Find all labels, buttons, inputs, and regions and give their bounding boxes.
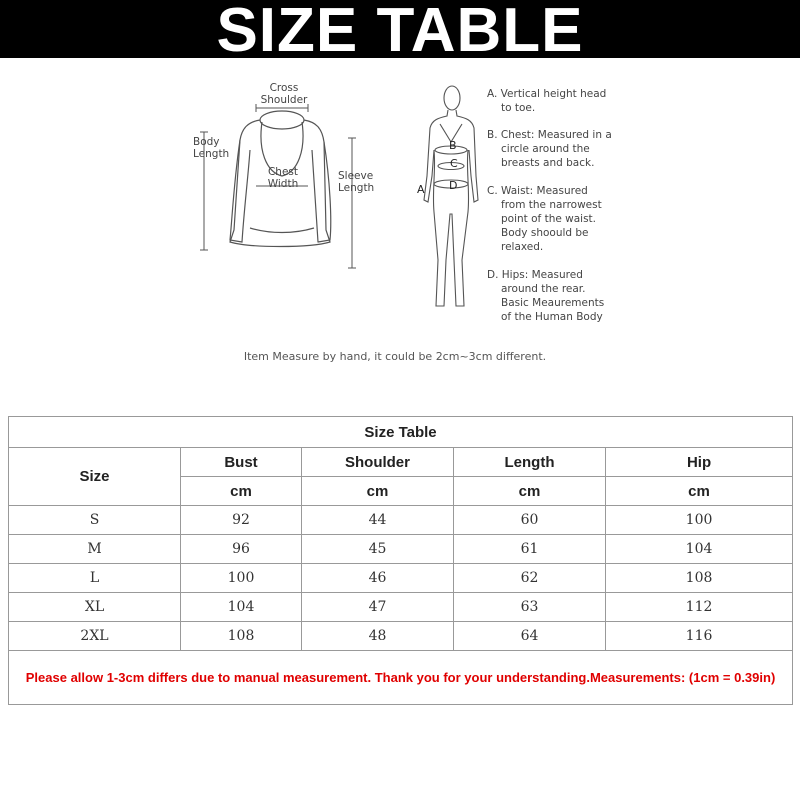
label-cross-shoulder: Cross Shoulder: [260, 82, 308, 106]
label-sleeve-length: Sleeve Length: [338, 170, 375, 194]
measure-note: Item Measure by hand, it could be 2cm~3cm different.: [243, 350, 547, 363]
marker-b: B: [449, 139, 457, 152]
row-size: M: [9, 535, 181, 564]
legend-c: C. Waist: Measured from the narrowest point of the waist. Body shoould be relaxed.: [487, 185, 602, 253]
table-row: [9, 593, 793, 622]
unit-hip: cm: [606, 477, 793, 506]
cell-hip: 100: [606, 506, 793, 535]
row-size: S: [9, 506, 181, 535]
marker-a: A: [417, 183, 425, 196]
marker-c: C: [450, 157, 458, 170]
cell-bust: 100: [181, 564, 302, 593]
cell-shoulder: 45: [302, 535, 454, 564]
cell-length: 64: [454, 622, 606, 651]
label-chest-width: Chest Width: [267, 166, 299, 190]
table-row: [9, 535, 793, 564]
cell-shoulder: 44: [302, 506, 454, 535]
banner-title: SIZE TABLE: [216, 0, 584, 65]
unit-length: cm: [454, 477, 606, 506]
row-size: L: [9, 564, 181, 593]
cell-shoulder: 48: [302, 622, 454, 651]
table-row: [9, 622, 793, 651]
label-body-length: Body Length: [193, 136, 230, 160]
cell-shoulder: 46: [302, 564, 454, 593]
table-row: [9, 506, 793, 535]
header-length: Length: [454, 448, 606, 477]
legend-a: A. Vertical height head to toe.: [487, 88, 607, 114]
unit-shoulder: cm: [302, 477, 454, 506]
cell-shoulder: 47: [302, 593, 454, 622]
legend-d: D. Hips: Measured around the rear. Basic Meaurements of the Human Body: [487, 269, 605, 323]
cell-bust: 108: [181, 622, 302, 651]
row-size: XL: [9, 593, 181, 622]
size-header: Size: [9, 448, 181, 506]
row-size: 2XL: [9, 622, 181, 651]
measurement-diagram: [0, 60, 800, 380]
cell-length: 61: [454, 535, 606, 564]
header-shoulder: Shoulder: [302, 448, 454, 477]
legend-b: B. Chest: Measured in a circle around the breasts and back.: [487, 129, 612, 169]
table-title: Size Table: [9, 417, 793, 448]
unit-bust: cm: [181, 477, 302, 506]
cell-hip: 108: [606, 564, 793, 593]
title-banner: [0, 0, 800, 65]
cell-hip: 116: [606, 622, 793, 651]
header-bust: Bust: [181, 448, 302, 477]
size-table: [8, 416, 793, 705]
cell-hip: 104: [606, 535, 793, 564]
cell-length: 60: [454, 506, 606, 535]
cell-hip: 112: [606, 593, 793, 622]
marker-d: D: [449, 179, 458, 192]
table-footnote: Please allow 1-3cm differs due to manual measurement. Thank you for your understanding.Measurements: (1cm = 0.39in): [9, 651, 793, 705]
cell-bust: 96: [181, 535, 302, 564]
cell-bust: 92: [181, 506, 302, 535]
human-body-illustration: [410, 80, 480, 320]
cell-bust: 104: [181, 593, 302, 622]
cell-length: 63: [454, 593, 606, 622]
header-hip: Hip: [606, 448, 793, 477]
table-row: [9, 564, 793, 593]
cell-length: 62: [454, 564, 606, 593]
